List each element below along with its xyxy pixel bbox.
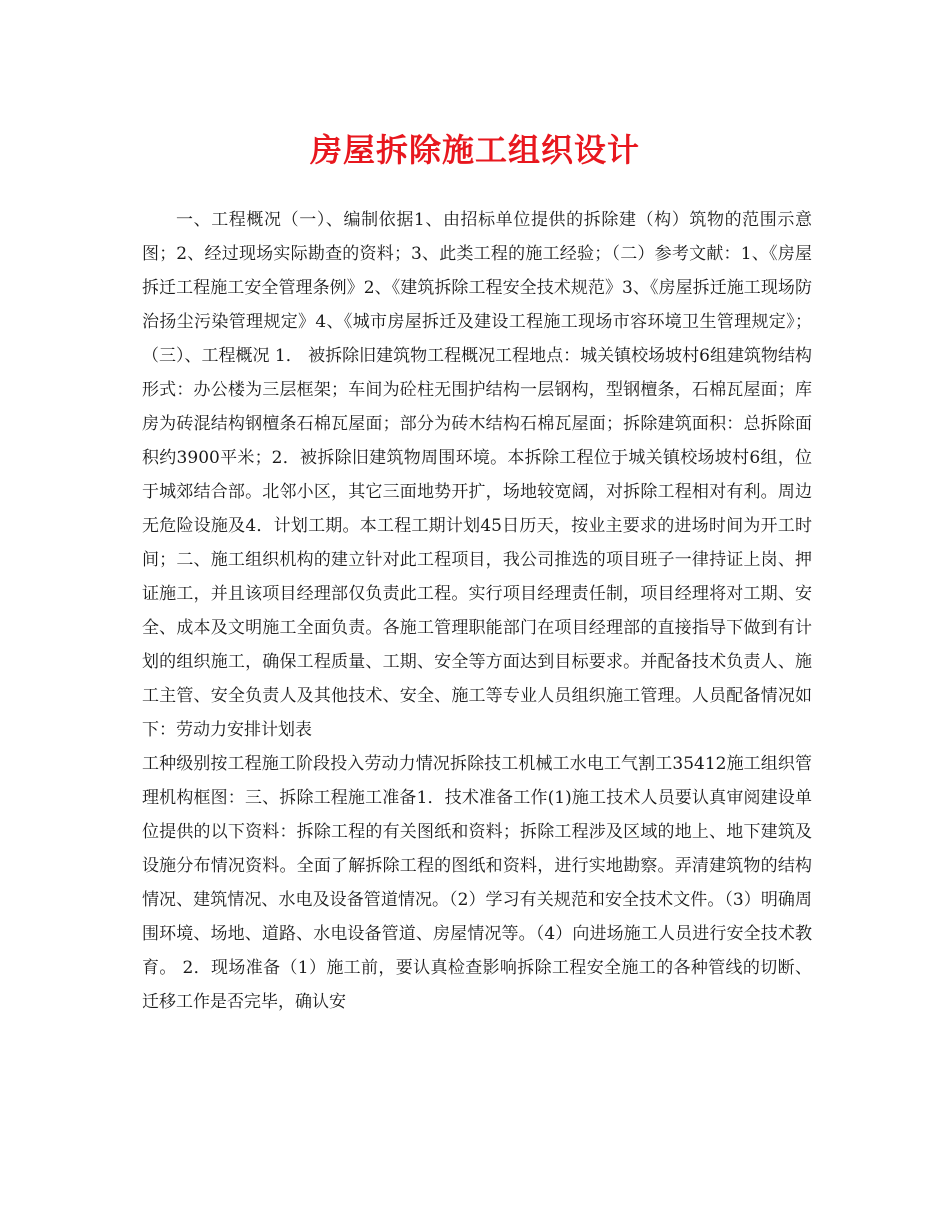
- body-paragraph-1: 一、工程概况（一）、编制依据1、由招标单位提供的拆除建（构）筑物的范围示意图；2、经过现场实际勘查的资料；3、此类工程的施工经验；（二）参考文献：1、《房屋拆迁工程施工安全管理条例》2、《建筑拆除工程安全技术规范》3、《房屋拆迁施工现场防治扬尘污染管理规定》4、《城市房屋拆迁及建设工程施工现场市容环境卫生管理规定》；（三）、工程概况 1． 被拆除旧建筑物工程概况工程地点：城关镇校场坡村6组建筑物结构形式：办公楼为三层框架；车间为砼柱无围护结构一层钢构，型钢檀条，石棉瓦屋面；库房为砖混结构钢檀条石棉瓦屋面；部分为砖木结构石棉瓦屋面；拆除建筑面积：总拆除面积约3900平米；2．被拆除旧建筑物周围环境。本拆除工程位于城关镇校场坡村6组，位于城郊结合部。北邻小区，其它三面地势开扩，场地较宽阔，对拆除工程相对有利。周边无危险设施及4．计划工期。本工程工期计划45日历天，按业主要求的进场时间为开工时间；二、施工组织机构的建立针对此工程项目，我公司推选的项目班子一律持证上岗、押证施工，并且该项目经理部仅负责此工程。实行项目经理责任制，项目经理将对工期、安全、成本及文明施工全面负责。各施工管理职能部门在项目经理部的直接指导下做到有计划的组织施工，确保工程质量、工期、安全等方面达到目标要求。并配备技术负责人、施工主管、安全负责人及其他技术、安全、施工等专业人员组织施工管理。人员配备情况如下：劳动力安排计划表: [142, 210, 812, 740]
- document-title: 房屋拆除施工组织设计: [309, 131, 640, 169]
- body-paragraph-2: 工种级别按工程施工阶段投入劳动力情况拆除技工机械工水电工气割工35412施工组织管理机构框图：三、拆除工程施工准备1．技术准备工作(1)施工技术人员要认真审阅建设单位提供的以下资料：拆除工程的有关图纸和资料；拆除工程涉及区域的地上、地下建筑及设施分布情况资料。全面了解拆除工程的图纸和资料，进行实地勘察。弄清建筑物的结构情况、建筑情况、水电及设备管道情况。（2）学习有关规范和安全技术文件。（3）明确周围环境、场地、道路、水电设备管道、房屋情况等。（4）向进场施工人员进行安全技术教育。 2．现场准备（1）施工前，要认真检查影响拆除工程安全施工的各种管线的切断、迁移工作是否完毕，确认安: [142, 754, 812, 1012]
- document-body: [142, 203, 812, 1019]
